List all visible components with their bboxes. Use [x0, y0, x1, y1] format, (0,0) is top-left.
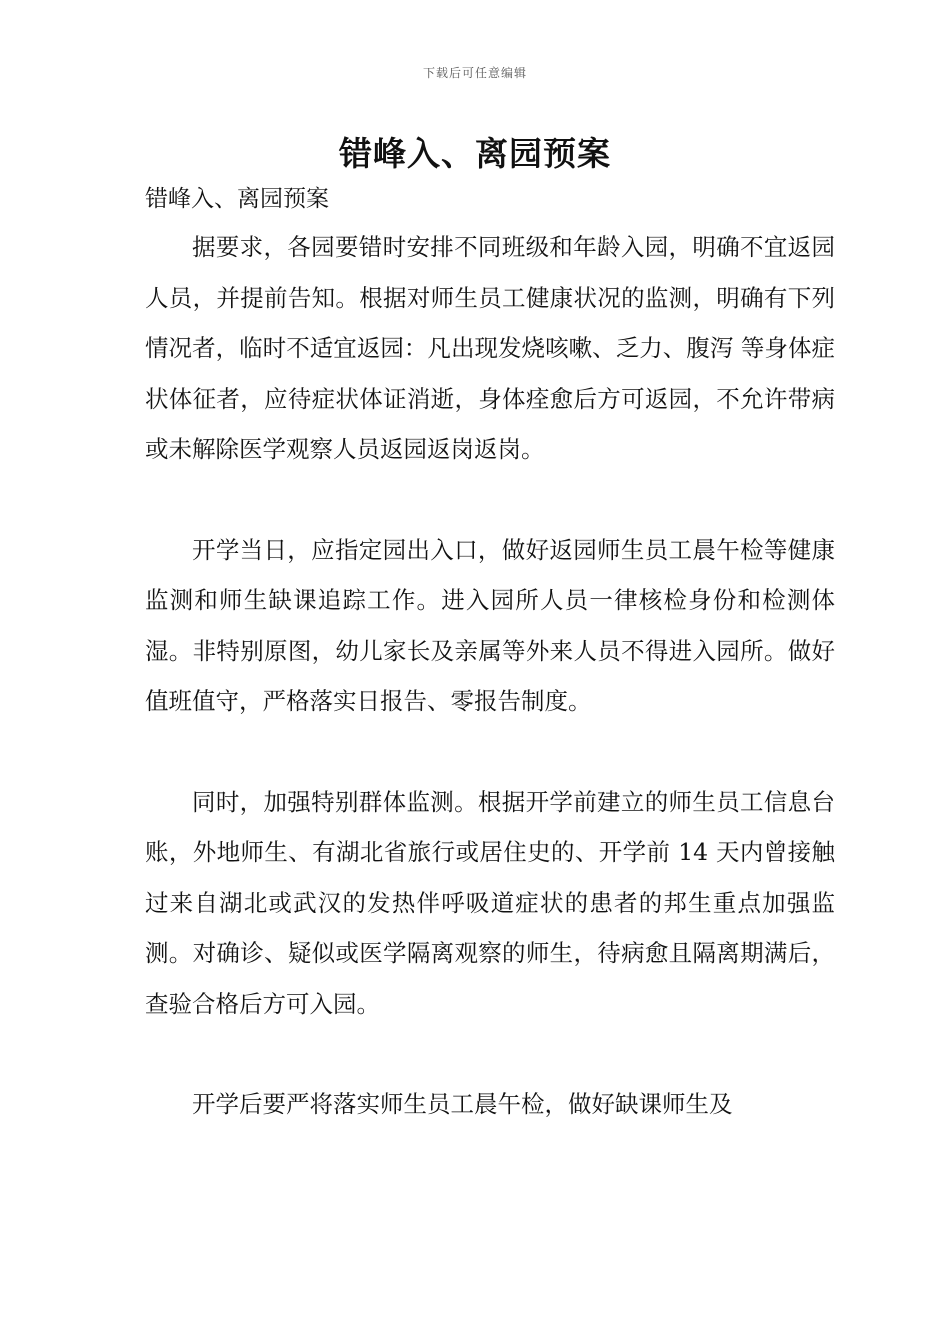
- paragraph-2: 开学当日，应指定园出入口，做好返园师生员工晨午检等健康监测和师生缺课追踪工作。进入园所人员一律核检身份和检测体湿。非特别原图，幼儿家长及亲属等外来人员不得进入园所。做好值班值守，严格落实日报告、零报告制度。: [145, 535, 835, 715]
- paragraph-3: 同时，加强特别群体监测。根据开学前建立的师生员工信息台账，外地师生、有湖北省旅行或居住史的、开学前 14 天内曾接触过来自湖北或武汉的发热伴呼吸道症状的患者的邦生重点加强监测。对确诊、疑似或医学隔离观察的师生，待病愈且隔离期满后，查验合格后方可入园。: [145, 787, 835, 1018]
- document-body: [145, 178, 835, 1130]
- header-note: 下载后可任意编辑: [422, 66, 527, 80]
- document-subtitle: 错峰入、离园预案: [145, 186, 329, 212]
- paragraph-1: 据要求，各园要错时安排不同班级和年龄入园，明确不宜返园人员，并提前告知。根据对师生员工健康状况的监测，明确有下列情况者，临时不适宜返园：凡出现发烧咳嗽、乏力、腹泻 等身体症状体征者，应待症状体证消逝，身体痊愈后方可返园，不允许带病或未解除医学观察人员返园返岗返岗。: [145, 233, 835, 463]
- document-title: 错峰入、离园预案: [339, 134, 611, 173]
- paragraph-4: 开学后要严将落实师生员工晨午检，做好缺课师生及: [192, 1090, 733, 1118]
